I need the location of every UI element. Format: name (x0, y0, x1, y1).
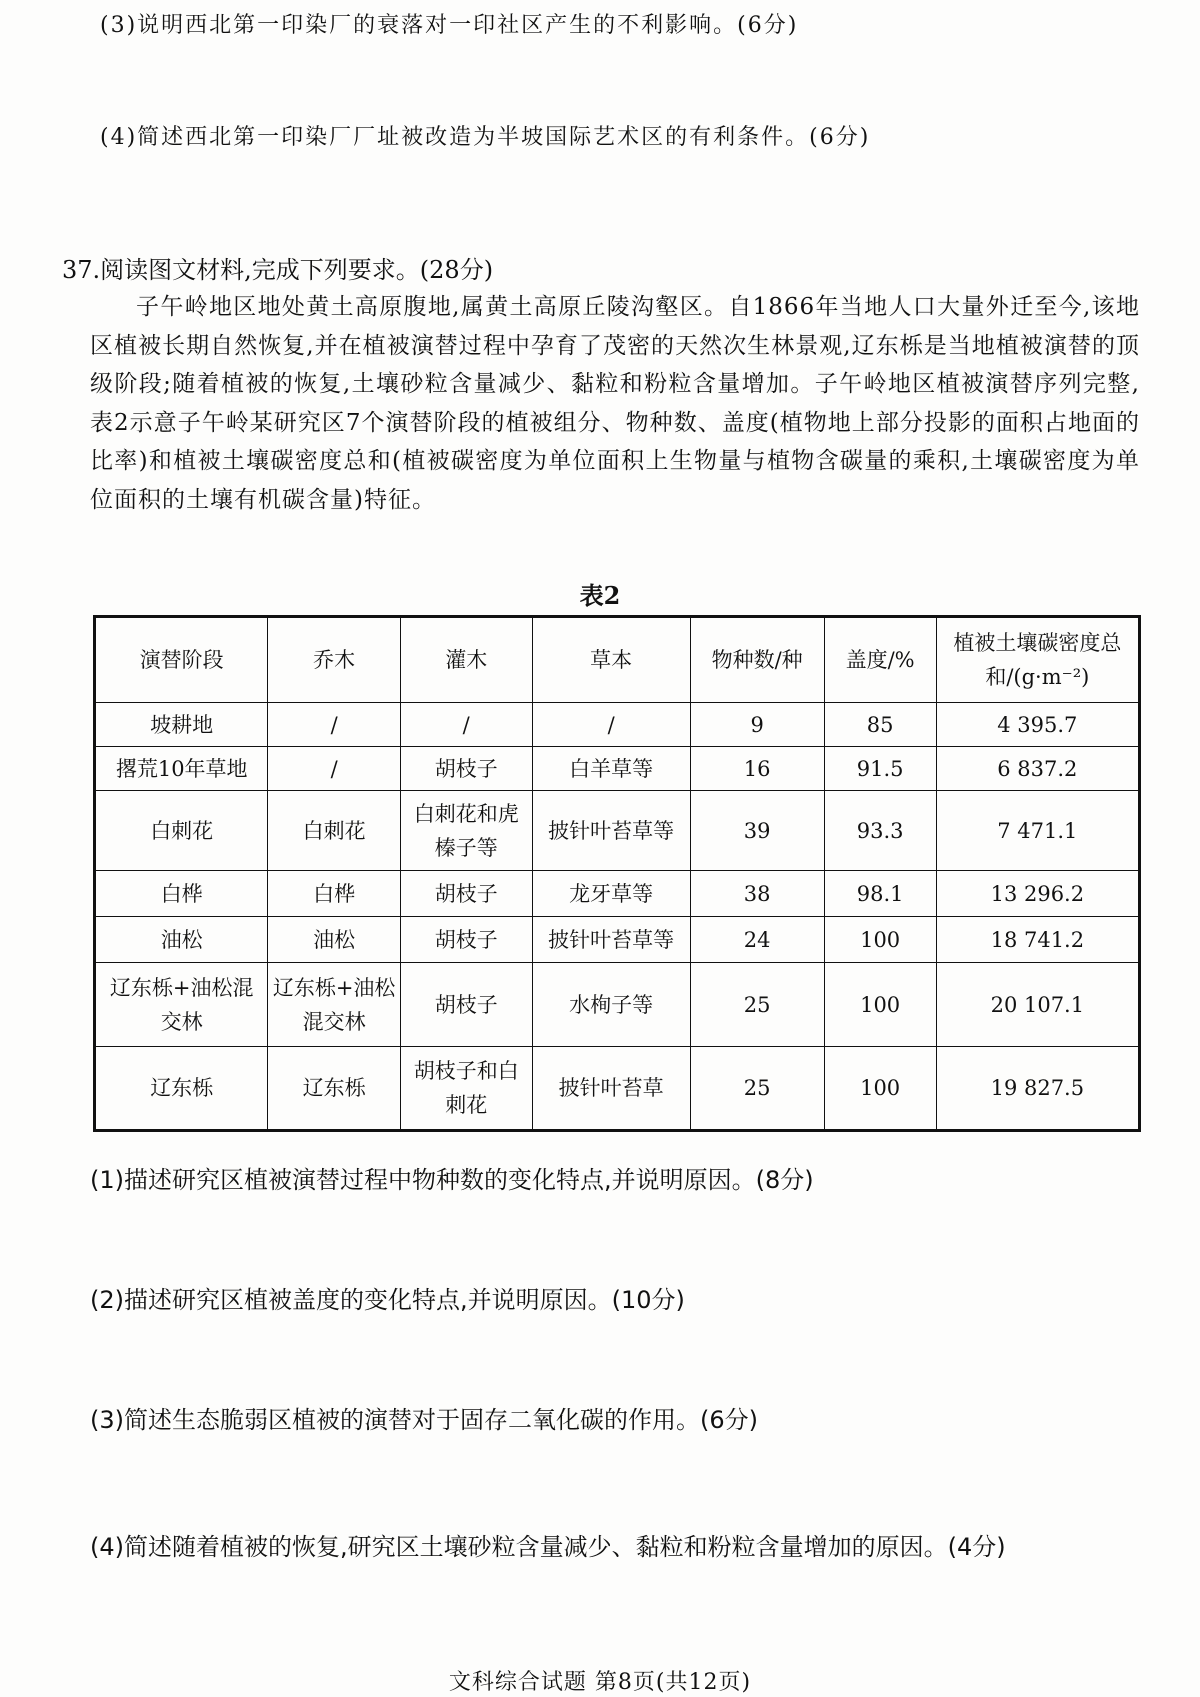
cell-tree: / (268, 747, 401, 791)
cell-shrub: 胡枝子 (400, 747, 532, 791)
cell-carbon: 7 471.1 (936, 791, 1139, 871)
table-row (95, 917, 1140, 963)
page-footer: 文科综合试题 第8页(共12页) (448, 1670, 752, 1695)
cell-stage: 白桦 (95, 871, 268, 917)
sub-question-3: (3)简述生态脆弱区植被的演替对于固存二氧化碳的作用。(6分) (90, 1406, 758, 1434)
cell-carbon: 18 741.2 (936, 917, 1139, 963)
table-row (95, 963, 1140, 1047)
cell-shrub: 胡枝子和白刺花 (400, 1047, 532, 1131)
table-row (95, 871, 1140, 917)
header-species: 物种数/种 (690, 617, 824, 703)
cell-herb: / (532, 703, 690, 747)
cell-herb: 披针叶苔草等 (532, 791, 690, 871)
cell-herb: 龙牙草等 (532, 871, 690, 917)
table-row (95, 747, 1140, 791)
cell-cover: 100 (824, 1047, 936, 1131)
header-cover: 盖度/% (824, 617, 936, 703)
cell-tree: 油松 (268, 917, 401, 963)
cell-cover: 93.3 (824, 791, 936, 871)
cell-species: 9 (690, 703, 824, 747)
cell-shrub: 白刺花和虎榛子等 (400, 791, 532, 871)
cell-species: 16 (690, 747, 824, 791)
cell-tree: 白刺花 (268, 791, 401, 871)
cell-stage: 坡耕地 (95, 703, 268, 747)
cell-carbon: 13 296.2 (936, 871, 1139, 917)
prev-question-4: (4)简述西北第一印染厂厂址被改造为半坡国际艺术区的有利条件。(6分) (100, 125, 871, 150)
cell-shrub: 胡枝子 (400, 917, 532, 963)
cell-stage: 辽东栎 (95, 1047, 268, 1131)
table-caption: 表2 (579, 581, 621, 610)
cell-carbon: 6 837.2 (936, 747, 1139, 791)
cell-stage: 辽东栎+油松混交林 (95, 963, 268, 1047)
table-header-row (95, 617, 1140, 703)
cell-species: 25 (690, 963, 824, 1047)
table-row (95, 791, 1140, 871)
cell-cover: 85 (824, 703, 936, 747)
cell-species: 39 (690, 791, 824, 871)
cell-shrub: / (400, 703, 532, 747)
prev-question-3: (3)说明西北第一印染厂的衰落对一印社区产生的不利影响。(6分) (100, 13, 799, 38)
cell-carbon: 19 827.5 (936, 1047, 1139, 1131)
cell-herb: 白羊草等 (532, 747, 690, 791)
cell-cover: 100 (824, 963, 936, 1047)
cell-tree: 辽东栎+油松混交林 (268, 963, 401, 1047)
succession-table (93, 615, 1141, 1132)
cell-tree: 辽东栎 (268, 1047, 401, 1131)
cell-species: 38 (690, 871, 824, 917)
header-tree: 乔木 (268, 617, 401, 703)
table-row (95, 703, 1140, 747)
header-stage: 演替阶段 (95, 617, 268, 703)
cell-herb: 水栒子等 (532, 963, 690, 1047)
cell-tree: 白桦 (268, 871, 401, 917)
cell-cover: 98.1 (824, 871, 936, 917)
cell-cover: 91.5 (824, 747, 936, 791)
table-row (95, 1047, 1140, 1131)
question-37-title: 37.阅读图文材料,完成下列要求。(28分) (62, 256, 494, 284)
header-shrub: 灌木 (400, 617, 532, 703)
cell-species: 24 (690, 917, 824, 963)
cell-tree: / (268, 703, 401, 747)
cell-stage: 撂荒10年草地 (95, 747, 268, 791)
sub-question-1: (1)描述研究区植被演替过程中物种数的变化特点,并说明原因。(8分) (90, 1166, 814, 1194)
sub-question-2: (2)描述研究区植被盖度的变化特点,并说明原因。(10分) (90, 1286, 685, 1314)
cell-stage: 油松 (95, 917, 268, 963)
cell-cover: 100 (824, 917, 936, 963)
cell-herb: 披针叶苔草 (532, 1047, 690, 1131)
cell-shrub: 胡枝子 (400, 963, 532, 1047)
cell-carbon: 4 395.7 (936, 703, 1139, 747)
cell-stage: 白刺花 (95, 791, 268, 871)
cell-shrub: 胡枝子 (400, 871, 532, 917)
question-37-intro: 子午岭地区地处黄土高原腹地,属黄土高原丘陵沟壑区。自1866年当地人口大量外迁至今,该地区植被长期自然恢复,并在植被演替过程中孕育了茂密的天然次生林景观,辽东栎是当地植被演替的顶级阶段;随着植被的恢复,土壤砂粒含量减少、黏粒和粉粒含量增加。子午岭地区植被演替序列完整,表2示意子午岭某研究区7个演替阶段的植被组分、物种数、盖度(植物地上部分投影的面积占地面的比率)和植被土壤碳密度总和(植被碳密度为单位面积上生物量与植物含碳量的乘积,土壤碳密度为单位面积的土壤有机碳含量)特征。 (90, 294, 1140, 513)
header-herb: 草本 (532, 617, 690, 703)
cell-carbon: 20 107.1 (936, 963, 1139, 1047)
cell-species: 25 (690, 1047, 824, 1131)
cell-herb: 披针叶苔草等 (532, 917, 690, 963)
header-carbon: 植被土壤碳密度总和/(g·m⁻²) (936, 617, 1139, 703)
sub-question-4: (4)简述随着植被的恢复,研究区土壤砂粒含量减少、黏粒和粉粒含量增加的原因。(4分) (90, 1533, 1006, 1561)
